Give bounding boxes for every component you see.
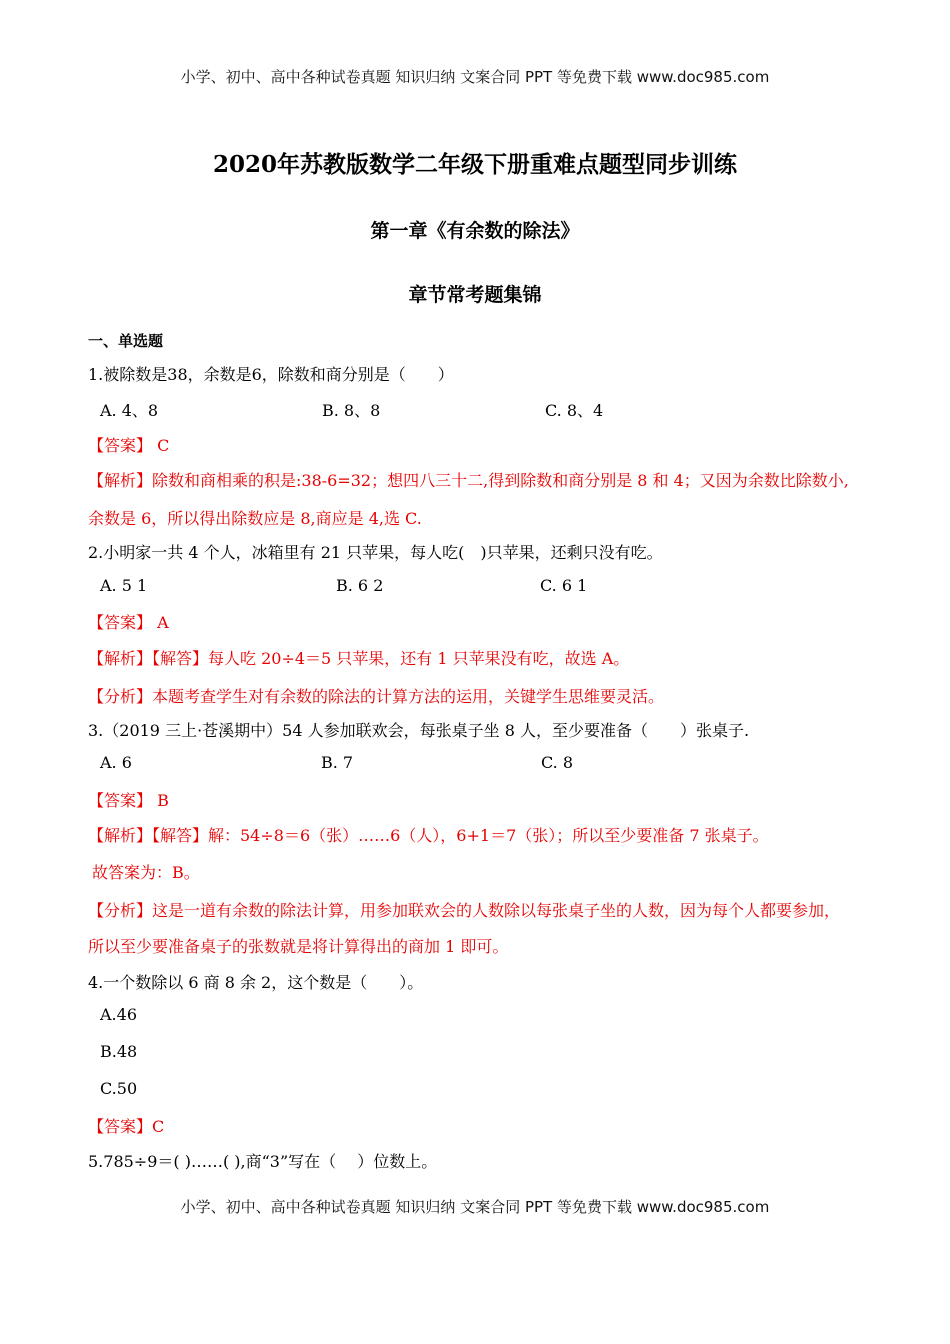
question-4-option-a: A.46 — [100, 1005, 137, 1024]
question-1-analysis-cont: 余数是 6，所以得出除数应是 8,商应是 4,选 C. — [88, 509, 422, 528]
question-4-stem: 4.一个数除以 6 商 8 余 2，这个数是（ ）。 — [88, 973, 424, 992]
section-title: 章节常考题集锦 — [408, 284, 542, 306]
question-3-option-c: C. 8 — [541, 753, 574, 772]
question-2-option-b: B. 6 2 — [336, 576, 384, 595]
question-2-answer: 【答案】 A — [88, 613, 169, 632]
question-2-analysis-note: 【分析】本题考查学生对有余数的除法的计算方法的运用，关键学生思维要灵活。 — [88, 687, 665, 706]
question-1-stem: 1.被除数是38，余数是6，除数和商分别是（ ） — [88, 365, 454, 384]
question-3-analysis-cont: 故答案为：B。 — [92, 863, 200, 882]
question-1-option-a: A. 4、8 — [100, 401, 159, 420]
question-3-answer: 【答案】 B — [88, 791, 169, 810]
chapter-title: 第一章《有余数的除法》 — [370, 220, 580, 242]
question-3-note-cont: 所以至少要准备桌子的张数就是将计算得出的商加 1 即可。 — [88, 937, 509, 956]
question-1-option-c: C. 8、4 — [545, 401, 604, 420]
question-2-analysis: 【解析】【解答】每人吃 20÷4＝5 只苹果，还有 1 只苹果没有吃，故选 A。 — [88, 649, 630, 668]
question-4-option-b: B.48 — [100, 1042, 138, 1061]
question-3-stem: 3.（2019 三上·苍溪期中）54 人参加联欢会，每张桌子坐 8 人，至少要准备（ ）张桌子. — [88, 721, 750, 740]
question-3-analysis: 【解析】【解答】解：54÷8＝6（张）……6（人），6+1＝7（张）；所以至少要准备 7 张桌子。 — [88, 826, 769, 845]
question-4-answer: 【答案】C — [88, 1117, 165, 1136]
question-4-option-c: C.50 — [100, 1079, 138, 1098]
question-3-option-a: A. 6 — [100, 753, 132, 772]
part-heading: 一、单选题 — [88, 332, 164, 350]
question-5-stem: 5.785÷9＝( )……( ),商“3”写在（ ）位数上。 — [88, 1152, 438, 1171]
page-header: 小学、初中、高中各种试卷真题 知识归纳 文案合同 PPT 等免费下载 www.doc985.com — [180, 68, 770, 86]
page-footer: 小学、初中、高中各种试卷真题 知识归纳 文案合同 PPT 等免费下载 www.doc985.com — [180, 1198, 770, 1216]
question-2-stem: 2.小明家一共 4 个人，冰箱里有 21 只苹果，每人吃( )只苹果，还剩只没有吃。 — [88, 543, 663, 562]
question-3-note: 【分析】这是一道有余数的除法计算，用参加联欢会的人数除以每张桌子坐的人数，因为每个人都要参加， — [88, 901, 841, 920]
document-title: 2020年苏教版数学二年级下册重难点题型同步训练 — [212, 151, 737, 178]
question-1-option-b: B. 8、8 — [322, 401, 381, 420]
question-1-analysis: 【解析】除数和商相乘的积是:38-6=32；想四八三十二,得到除数和商分别是 8 和 4；又因为余数比除数小, — [88, 471, 849, 490]
question-1-answer: 【答案】 C — [88, 436, 170, 455]
question-2-option-c: C. 6 1 — [540, 576, 588, 595]
question-3-option-b: B. 7 — [321, 753, 354, 772]
question-2-option-a: A. 5 1 — [100, 576, 148, 595]
